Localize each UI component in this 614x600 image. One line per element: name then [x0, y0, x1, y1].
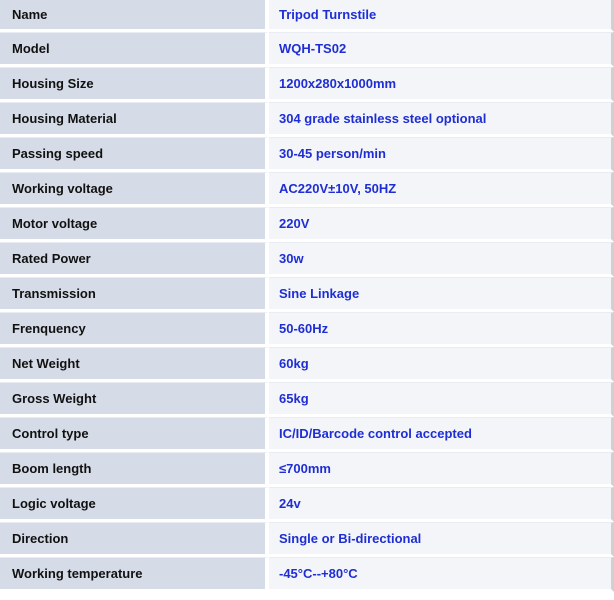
spec-row	[0, 102, 614, 137]
spec-value: 50-60Hz	[269, 312, 614, 347]
spec-value: ≤700mm	[269, 452, 614, 487]
spec-value: 30w	[269, 242, 614, 277]
spec-row	[0, 382, 614, 417]
spec-value: 1200x280x1000mm	[269, 67, 614, 102]
spec-value: IC/ID/Barcode control accepted	[269, 417, 614, 452]
spec-row	[0, 312, 614, 347]
spec-value: AC220V±10V, 50HZ	[269, 172, 614, 207]
spec-label: Housing Size	[0, 67, 269, 102]
spec-row	[0, 347, 614, 382]
spec-label: Working temperature	[0, 557, 269, 592]
spec-row	[0, 242, 614, 277]
spec-value: 24v	[269, 487, 614, 522]
spec-row	[0, 67, 614, 102]
spec-value: 304 grade stainless steel optional	[269, 102, 614, 137]
spec-label: Passing speed	[0, 137, 269, 172]
spec-value: Single or Bi-directional	[269, 522, 614, 557]
spec-value: 65kg	[269, 382, 614, 417]
spec-row	[0, 522, 614, 557]
spec-label: Transmission	[0, 277, 269, 312]
spec-row	[0, 172, 614, 207]
spec-value: -45°C--+80°C	[269, 557, 614, 592]
spec-label: Boom length	[0, 452, 269, 487]
spec-row	[0, 207, 614, 242]
spec-label: Working voltage	[0, 172, 269, 207]
spec-label: Model	[0, 32, 269, 67]
spec-row	[0, 452, 614, 487]
spec-label: Housing Material	[0, 102, 269, 137]
spec-label: Frenquency	[0, 312, 269, 347]
spec-value: Sine Linkage	[269, 277, 614, 312]
spec-label: Motor voltage	[0, 207, 269, 242]
spec-label: Gross Weight	[0, 382, 269, 417]
spec-row	[0, 277, 614, 312]
spec-value: 220V	[269, 207, 614, 242]
spec-label: Name	[0, 0, 269, 32]
spec-value: 60kg	[269, 347, 614, 382]
spec-label: Net Weight	[0, 347, 269, 382]
spec-value: 30-45 person/min	[269, 137, 614, 172]
spec-row	[0, 487, 614, 522]
spec-value: Tripod Turnstile	[269, 0, 614, 32]
spec-row	[0, 557, 614, 592]
spec-row	[0, 32, 614, 67]
spec-row	[0, 417, 614, 452]
spec-row	[0, 0, 614, 32]
spec-label: Control type	[0, 417, 269, 452]
spec-label: Logic voltage	[0, 487, 269, 522]
spec-label: Rated Power	[0, 242, 269, 277]
spec-row	[0, 137, 614, 172]
spec-value: WQH-TS02	[269, 32, 614, 67]
spec-label: Direction	[0, 522, 269, 557]
